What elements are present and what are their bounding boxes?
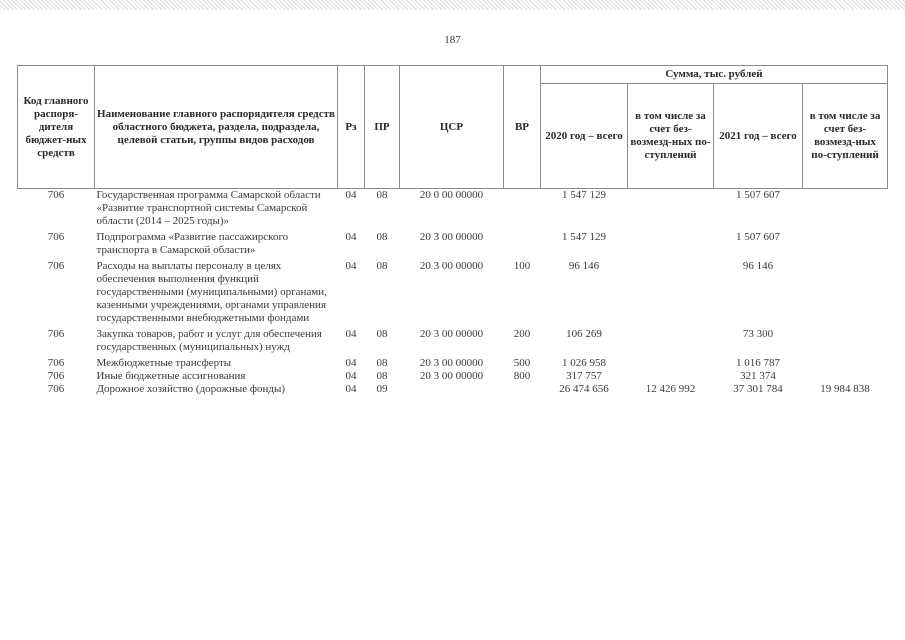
cell-2021-total: 1 507 607 <box>736 189 780 201</box>
cell-code: 706 <box>47 383 65 395</box>
header-sum-group: Сумма, тыс. рублей <box>541 66 888 84</box>
cell-csr: 20 3 00 00000 <box>419 357 484 369</box>
cell-2021-total: 1 016 787 <box>736 357 780 369</box>
page-number: 187 <box>444 34 461 46</box>
header-code: Код главного распоря-дителя бюджет-ных средств <box>18 66 95 189</box>
cell-name: Иные бюджетные ассигнования <box>96 370 246 382</box>
cell-rz: 04 <box>345 189 357 201</box>
cell-name: Подпрограмма «Развитие пассажирского транспорта в Самарской области» <box>96 231 289 256</box>
cell-name: Государственная программа Самарской области «Развитие транспортной системы Самарской области (2014 – 2025 годы)» <box>96 189 321 227</box>
cell-2020-incl: 12 426 992 <box>645 383 696 395</box>
cell-rz: 04 <box>345 383 357 395</box>
cell-vr <box>504 383 541 396</box>
cell-pr: 08 <box>376 328 388 340</box>
cell-2021-incl <box>803 189 888 232</box>
cell-code: 706 <box>47 370 65 382</box>
cell-2020-incl <box>628 370 714 383</box>
cell-2020-incl <box>628 189 714 232</box>
scan-border <box>0 0 905 10</box>
table-row <box>18 260 888 328</box>
cell-2021-total: 96 146 <box>742 260 774 272</box>
header-vr: ВР <box>504 66 541 189</box>
cell-vr: 500 <box>513 357 531 369</box>
table-header <box>18 66 888 189</box>
header-csr: ЦСР <box>400 66 504 189</box>
cell-2020-incl <box>628 231 714 260</box>
cell-rz: 04 <box>345 357 357 369</box>
header-pr: ПР <box>365 66 400 189</box>
cell-2021-incl <box>803 328 888 357</box>
cell-pr: 09 <box>376 383 388 395</box>
table-row <box>18 370 888 383</box>
cell-code: 706 <box>47 189 65 201</box>
header-rz: Рз <box>338 66 365 189</box>
cell-name: Дорожное хозяйство (дорожные фонды) <box>96 383 286 395</box>
table-row <box>18 383 888 396</box>
cell-code: 706 <box>47 357 65 369</box>
cell-2021-incl <box>803 260 888 328</box>
cell-2021-total: 1 507 607 <box>736 231 780 243</box>
cell-rz: 04 <box>345 328 357 340</box>
cell-pr: 08 <box>376 260 388 272</box>
table-row <box>18 189 888 232</box>
cell-vr: 200 <box>513 328 531 340</box>
cell-2020-total: 1 026 958 <box>562 357 606 369</box>
cell-2021-total: 73 300 <box>742 328 774 340</box>
cell-pr: 08 <box>376 370 388 382</box>
cell-csr: 20 3 00 00000 <box>419 328 484 340</box>
header-name: Наименование главного распорядителя средств областного бюджета, раздела, подраздела, целевой статьи, группы видов расходов <box>95 66 338 189</box>
budget-table <box>17 65 888 396</box>
cell-csr <box>400 383 504 396</box>
cell-csr: 20 0 00 00000 <box>419 189 484 201</box>
cell-rz: 04 <box>345 260 357 272</box>
cell-name: Расходы на выплаты персоналу в целях обеспечения выполнения функций государственными (муниципальными) органами, казенными учреждениями, органами управления государственными внебюджетными фондами <box>96 260 327 324</box>
cell-pr: 08 <box>376 189 388 201</box>
cell-2021-incl <box>803 370 888 383</box>
cell-code: 706 <box>47 260 65 272</box>
cell-rz: 04 <box>345 370 357 382</box>
cell-2020-total: 1 547 129 <box>562 231 606 243</box>
header-2020-total: 2020 год – всего <box>541 84 628 189</box>
cell-code: 706 <box>47 231 65 243</box>
cell-vr <box>504 231 541 260</box>
cell-2021-incl: 19 984 838 <box>820 383 870 395</box>
header-2021-incl: в том числе за счет без-возмезд-ных по-ступлений <box>803 84 888 189</box>
cell-code: 706 <box>47 328 65 340</box>
table-row <box>18 357 888 370</box>
cell-vr <box>504 189 541 232</box>
header-2021-total: 2021 год – всего <box>714 84 803 189</box>
cell-csr: 20 3 00 00000 <box>419 260 484 272</box>
cell-pr: 08 <box>376 357 388 369</box>
cell-rz: 04 <box>345 231 357 243</box>
cell-name: Закупка товаров, работ и услуг для обеспечения государственных (муниципальных) нужд <box>96 328 322 353</box>
cell-csr: 20 3 00 00000 <box>419 231 484 243</box>
cell-2020-incl <box>628 357 714 370</box>
cell-2021-total: 321 374 <box>740 370 776 382</box>
cell-2020-total: 106 269 <box>566 328 602 340</box>
cell-2020-incl <box>628 328 714 357</box>
cell-2020-total: 26 474 656 <box>559 383 609 395</box>
table-row <box>18 328 888 357</box>
cell-2020-total: 96 146 <box>568 260 600 272</box>
cell-2020-total: 1 547 129 <box>562 189 606 201</box>
cell-2020-incl <box>628 260 714 328</box>
cell-vr: 800 <box>513 370 531 382</box>
cell-2020-total: 317 757 <box>566 370 602 382</box>
cell-2021-incl <box>803 357 888 370</box>
cell-name: Межбюджетные трансферты <box>96 357 232 369</box>
table-row <box>18 231 888 260</box>
cell-2021-incl <box>803 231 888 260</box>
cell-2021-total: 37 301 784 <box>733 383 783 395</box>
header-2020-incl: в том числе за счет без-возмезд-ных по-ступлений <box>628 84 714 189</box>
cell-csr: 20 3 00 00000 <box>419 370 484 382</box>
cell-vr: 100 <box>513 260 531 272</box>
cell-pr: 08 <box>376 231 388 243</box>
